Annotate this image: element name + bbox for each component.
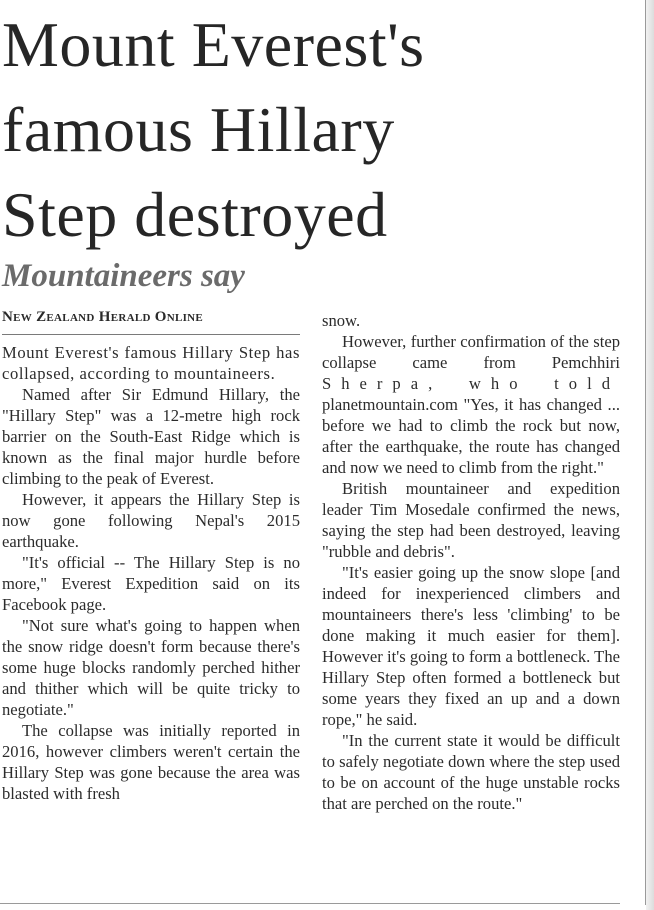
paragraph-9: "It's easier going up the snow slope [and indeed for inexperienced climbers and mountaineers there's less 'climbing' to be done making it much easier for them]. However it's going to form a bottleneck. The Hillary Step often formed a bottleneck but some years they fixed an up and a down rope," he said. (322, 563, 620, 729)
page-edge-shadow (646, 0, 654, 910)
headline-line-3: Step destroyed (2, 179, 388, 250)
paragraph-10: "In the current state it would be difficult to safely negotiate down where the step used to be on account of the huge unstable rocks that are perched on the route." (322, 731, 620, 813)
article-column-right (322, 310, 620, 814)
subheadline: Mountaineers say (2, 258, 245, 294)
headline-line-1: Mount Everest's (2, 9, 425, 80)
paragraph-6-continuation: snow. (322, 311, 361, 330)
paragraph-6: The collapse was initially reported in 2016, however climbers weren't certain the Hillary Step was gone because the area was blasted with fresh (2, 721, 300, 803)
bottom-rule (0, 903, 620, 904)
paragraph-5: "Not sure what's going to happen when the snow ridge doesn't form because there's some huge blocks randomly perched hither and thither which will be quite tricky to negotiate." (2, 616, 300, 719)
byline: New Zealand Herald Online (2, 306, 300, 335)
paragraph-2: Named after Sir Edmund Hillary, the "Hillary Step" was a 12-metre high rock barrier on the South-East Ridge which is known as the final major hurdle before climbing to the peak of Everest. (2, 385, 300, 488)
headline (2, 2, 622, 257)
paragraph-1: Mount Everest's famous Hillary Step has collapsed, according to mountaineers. (2, 343, 300, 383)
page-edge-rule (645, 0, 646, 905)
paragraph-7 (322, 331, 620, 478)
article-column-left (2, 306, 300, 804)
paragraph-7-spaced: Sherpa, who told (322, 374, 620, 393)
paragraph-3: However, it appears the Hillary Step is now gone following Nepal's 2015 earthquake. (2, 490, 300, 551)
headline-line-2: famous Hillary (2, 94, 395, 165)
paragraph-8: British mountaineer and expedition leader Tim Mosedale confirmed the news, saying the step had been destroyed, leaving "rubble and debris". (322, 479, 620, 561)
paragraph-7-end: planetmountain.com "Yes, it has changed ... before we had to climb the rock but now, after the earthquake, the route has changed and now we need to climb from the right." (322, 395, 620, 477)
paragraph-7-start: However, further confirmation of the step collapse came from Pemchhiri (322, 332, 620, 372)
paragraph-4: "It's official -- The Hillary Step is no more," Everest Expedition said on its Facebook page. (2, 553, 300, 614)
